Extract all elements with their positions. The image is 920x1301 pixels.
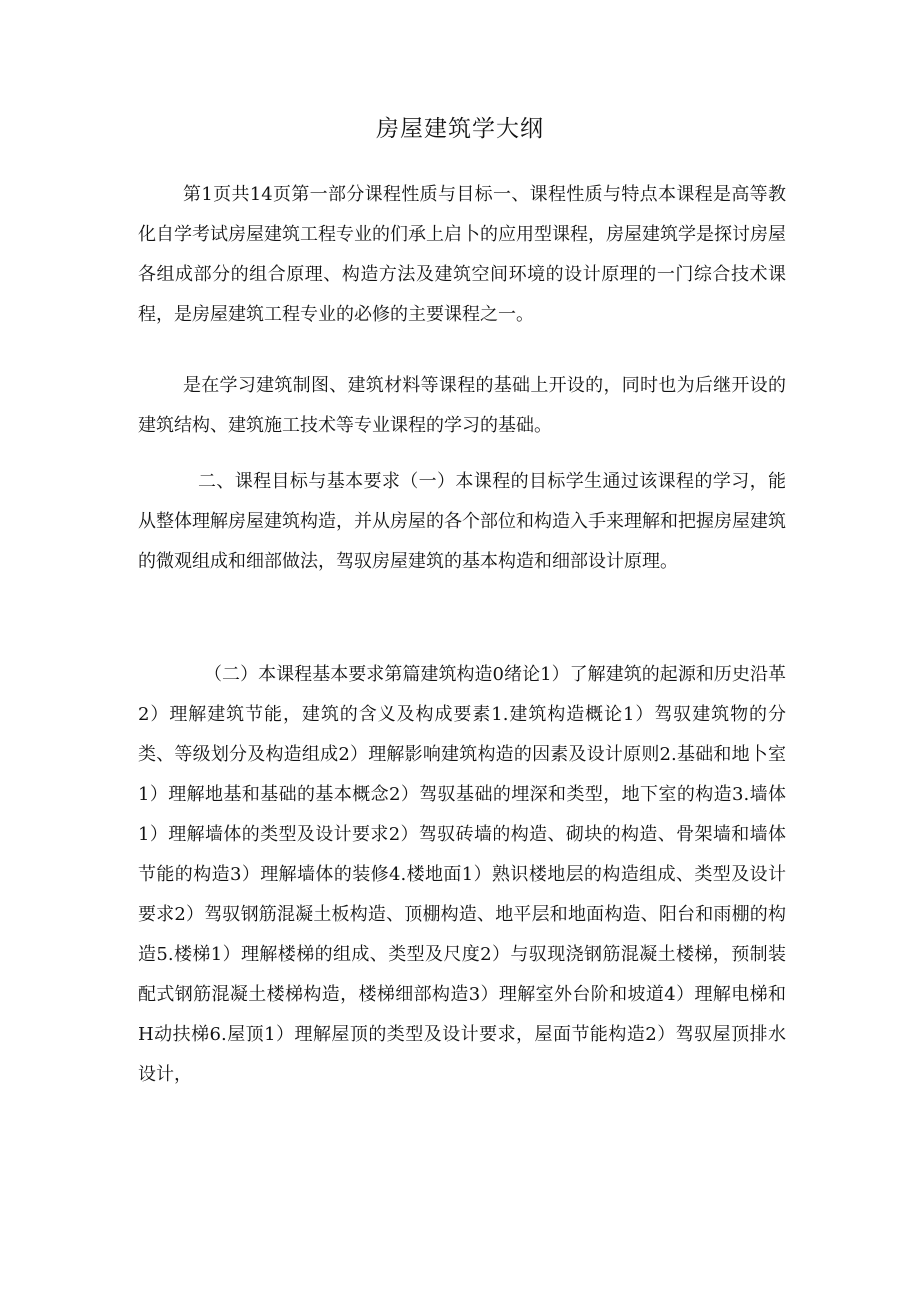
- paragraph-course-nature: 第1页共14页第一部分课程性质与目标一、课程性质与特点本课程是高等教化自学考试房屋建筑工程专业的们承上启卜的应用型课程，房屋建筑学是探讨房屋各组成部分的组合原理、构造方法及建筑空间环境的设计原理的一门综合技术课程，是房屋建筑工程专业的必修的主要课程之一。: [138, 184, 786, 325]
- paragraph-basic-requirements: （二）本课程基本要求第篇建筑构造0绪论1）了解建筑的起源和历史沿革2）理解建筑节能，建筑的含义及构成要素1.建筑构造概论1）驾驭建筑物的分类、等级划分及构造组成2）理解影响建筑构造的因素及设计原则2.基础和地卜室1）理解地基和基础的基本概念2）驾驭基础的埋深和类型，地下室的构造3.墙体1）理解墙体的类型及设计要求2）驾驭砖墙的构造、砌块的构造、骨架墙和墙体节能的构造3）理解墙体的装修4.楼地面1）熟识楼地层的构造组成、类型及设计要求2）驾驭钢筋混凝土板构造、顶棚构造、地平层和地面构造、阳台和雨棚的构造5.楼梯1）理解楼梯的组成、类型及尺度2）与驭现浇钢筋混凝土楼梯，预制装配式钢筋混凝土楼梯构造，楼梯细部构造3）理解室外台阶和坡道4）理解电梯和H动扶梯6.屋顶1）理解屋顶的类型及设计要求，屋面节能构造2）驾驭屋顶排水设计，: [138, 664, 786, 1085]
- paragraph-prerequisites: 是在学习建筑制图、建筑材料等课程的基础上开设的，同时也为后继开设的建筑结构、建筑施工技术等专业课程的学习的基础。: [138, 375, 786, 436]
- paragraph-course-objectives: 二、课程目标与基本要求（一）本课程的目标学生通过该课程的学习，能从整体理解房屋建筑构造，并从房屋的各个部位和构造入手来理解和把握房屋建筑的微观组成和细部做法，驾驭房屋建筑的基本构造和细部设计原理。: [138, 471, 786, 572]
- document-title: 房屋建筑学大纲: [376, 116, 544, 142]
